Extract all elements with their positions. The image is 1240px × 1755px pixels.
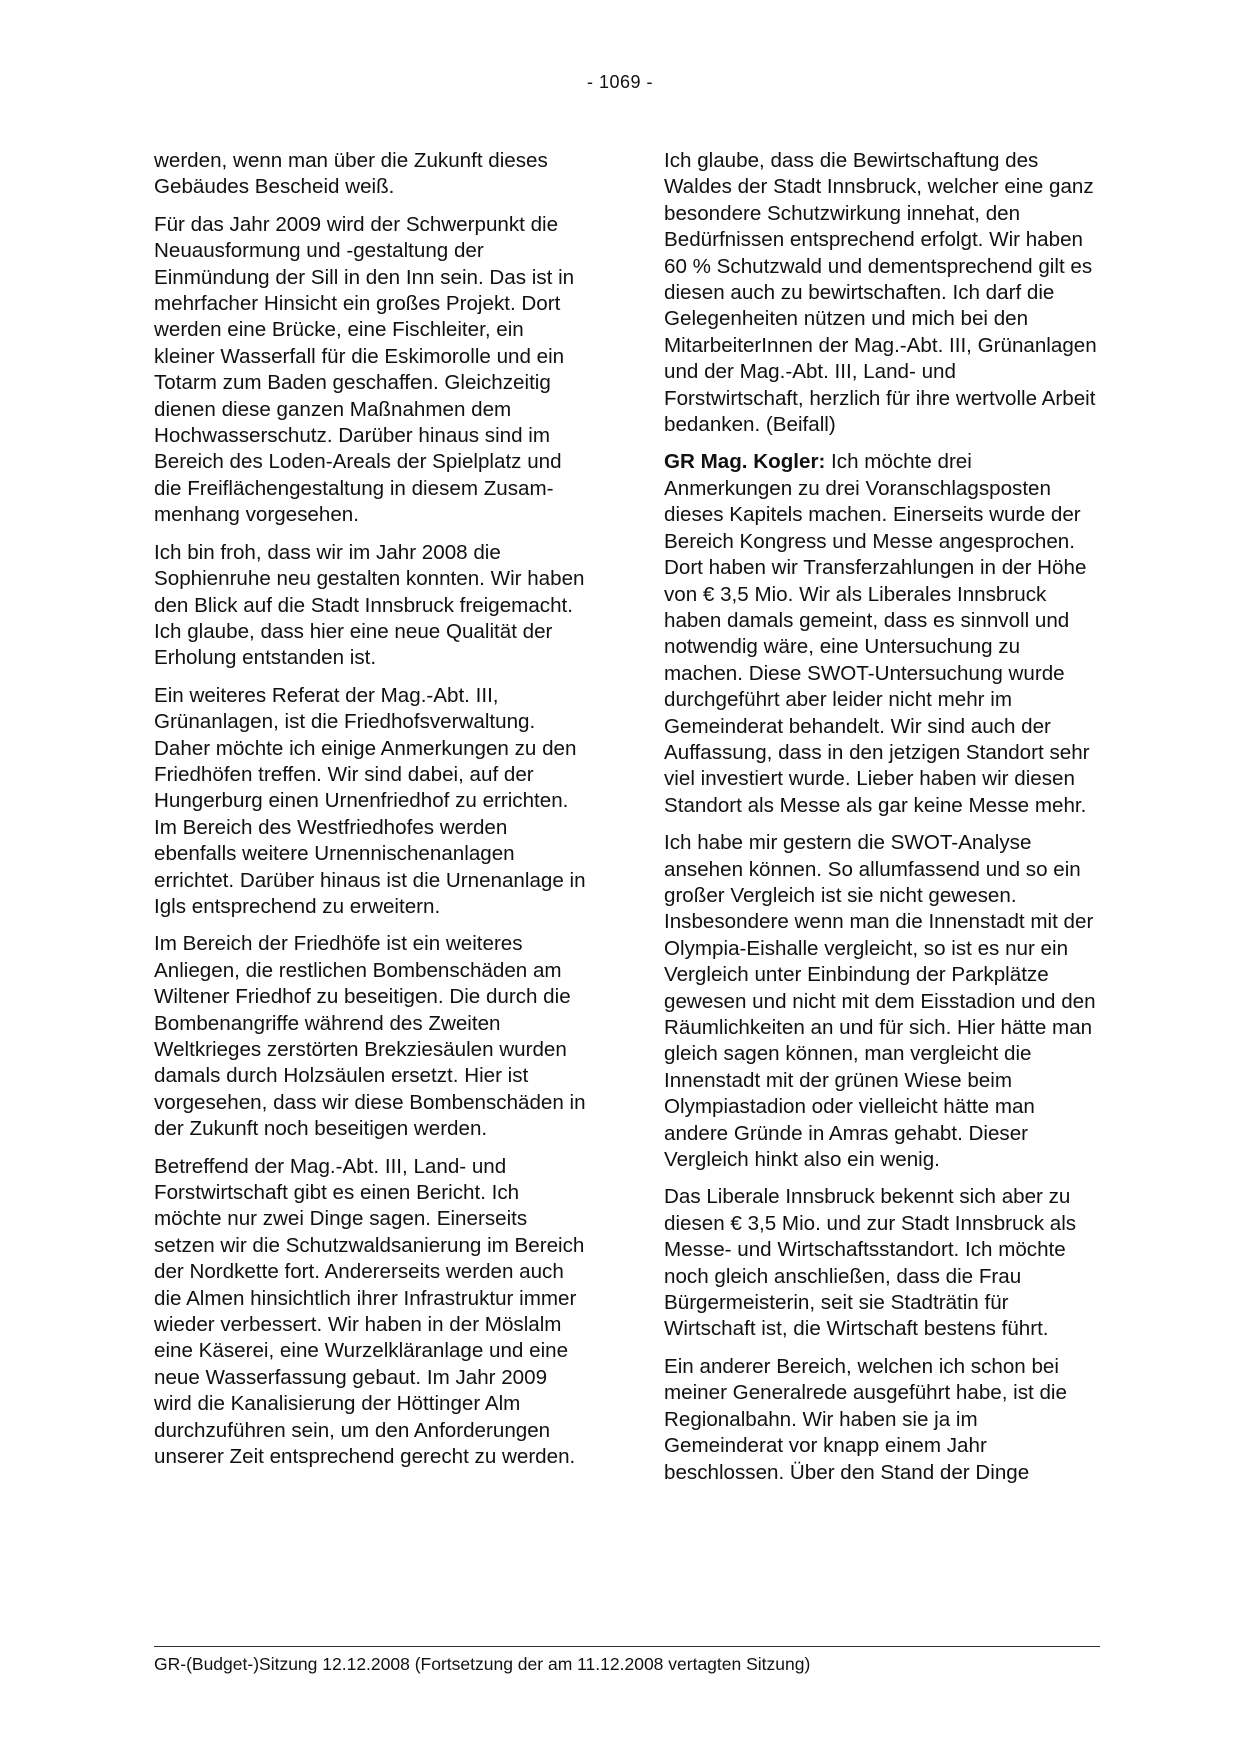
paragraph: Ich glaube, dass die Bewirtschaftung des Waldes der Stadt Innsbruck, welcher eine ganz besondere Schutzwirkung innehat, den Bedürfnissen entsprechend erfolgt. Wir haben 60 % Schutzwald und dementsprechend gilt es diesen auch zu bewirtschaften. Ich darf die Gelegenheiten nützen und mich bei den MitarbeiterInnen der Mag.-Abt. III, Grünanlagen und der Mag.-Abt. III, Land- und Forstwirtschaft, herzlich für ihre wertvolle Arbeit bedanken. (Beifall) <box>664 149 1097 437</box>
speaker-name: GR Mag. Kogler: <box>664 450 826 474</box>
paragraph: Für das Jahr 2009 wird der Schwerpunkt die Neuausformung und -gestaltung der Einmündung der Sill in den Inn sein. Das ist in mehrfacher Hinsicht ein großes Projekt. Dort werden eine Brücke, eine Fischleiter, ein kleiner Wasserfall für die Eskimorolle und ein Totarm zum Baden geschaffen. Gleichzeitig dienen diese ganzen Maßnahmen dem Hochwasserschutz. Darüber hinaus sind im Bereich des Loden-Areals der Spielplatz und die Freiflächengestaltung in diesem Zusammenhang vorgesehen. <box>154 212 575 527</box>
left-column <box>154 148 586 1482</box>
speech-paragraph <box>664 449 1100 819</box>
right-column <box>664 148 1100 1497</box>
page-number: - 1069 - <box>586 72 654 92</box>
paragraph: Betreffend der Mag.-Abt. III, Land- und Forstwirtschaft gibt es einen Bericht. Ich möchte nur zwei Dinge sagen. Einerseits setzen wir die Schutzwaldsanierung im Bereich der Nordkette fort. Andererseits werden auch die Almen hinsichtlich ihrer Infrastruktur immer wieder verbessert. Wir haben in der Möslalm eine Käserei, eine Wurzelkläranlage und eine neue Wasserfassung gebaut. Im Jahr 2009 wird die Kanalisierung der Höttinger Alm durchzuführen sein, um den Anforderungen unserer Zeit entsprechend gerecht zu werden. <box>154 1154 585 1469</box>
paragraph: Ein anderer Bereich, welchen ich schon bei meiner Generalrede ausgeführt habe, ist die Regionalbahn. Wir haben sie ja im Gemeinderat vor knapp einem Jahr beschlossen. Über den Stand der Dinge <box>664 1354 1067 1484</box>
footer-divider <box>154 1646 1100 1647</box>
paragraph: Ich habe mir gestern die SWOT-Analyse ansehen können. So allumfassend und so ein großer Vergleich ist sie nicht gewesen. Insbesondere wenn man die Innenstadt mit der Olympia-Eishalle vergleicht, so ist es nur ein Vergleich unter Einbindung der Parkplätze gewesen und nicht mit dem Eisstadion und den Räumlichkeiten an und für sich. Hier hätte man gleich sagen können, man vergleicht die Innenstadt mit der grünen Wiese beim Olympiastadion oder vielleicht hätte man andere Gründe in Amras gehabt. Dieser Vergleich hinkt also ein wenig. <box>664 831 1096 1172</box>
speech-text: Ich möchte drei Anmerkungen zu drei Voranschlagsposten dieses Kapitels machen. Einerseits wurde der Bereich Kongress und Messe angesprochen. Dort haben wir Transferzahlungen in der Höhe von € 3,5 Mio. Wir als Liberales Innsbruck haben damals gemeint, dass es sinnvoll und notwendig wäre, eine Untersuchung zu machen. Diese SWOT-Untersuchung wurde durchgeführt aber leider nicht mehr im Gemeinderat behandelt. Wir sind auch der Auffassung, dass in den jetzigen Standort sehr viel investiert wurde. Lieber haben wir diesen Standort als Messe als gar keine Messe mehr. <box>664 450 1090 817</box>
paragraph: werden, wenn man über die Zukunft dieses Gebäudes Bescheid weiß. <box>154 149 548 199</box>
paragraph: Ich bin froh, dass wir im Jahr 2008 die Sophienruhe neu gestalten konnten. Wir haben den Blick auf die Stadt Innsbruck freigemacht. Ich glaube, dass hier eine neue Qualität der Erholung entstanden ist. <box>154 540 585 670</box>
paragraph: Ein weiteres Referat der Mag.-Abt. III, Grünanlagen, ist die Friedhofsverwaltung. Daher möchte ich einige Anmerkungen zu den Friedhöfen treffen. Wir sind dabei, auf der Hungerburg einen Urnenfriedhof zu errichten. Im Bereich des Westfriedhofes werden ebenfalls weitere Urnennischenanlagen errichtet. Darüber hinaus ist die Urnenanlage in Igls entsprechend zu erweitern. <box>154 683 586 918</box>
page-footer: GR-(Budget-)Sitzung 12.12.2008 (Fortsetzung der am 11.12.2008 vertagten Sitzung) <box>154 1654 811 1674</box>
paragraph: Das Liberale Innsbruck bekennt sich aber zu diesen € 3,5 Mio. und zur Stadt Innsbruck als Messe- und Wirtschaftsstandort. Ich möchte noch gleich anschließen, dass die Frau Bürgermeisterin, seit sie Stadträtin für Wirtschaft ist, die Wirtschaft bestens führt. <box>664 1185 1077 1341</box>
paragraph: Im Bereich der Friedhöfe ist ein weiteres Anliegen, die restlichen Bombenschäden am Wiltener Friedhof zu beseitigen. Die durch die Bombenangriffe während des Zweiten Weltkrieges zerstörten Brekziesäulen wurden damals durch Holzsäulen ersetzt. Hier ist vorgesehen, dass wir diese Bombenschäden in der Zukunft noch beseitigen werden. <box>154 932 586 1141</box>
